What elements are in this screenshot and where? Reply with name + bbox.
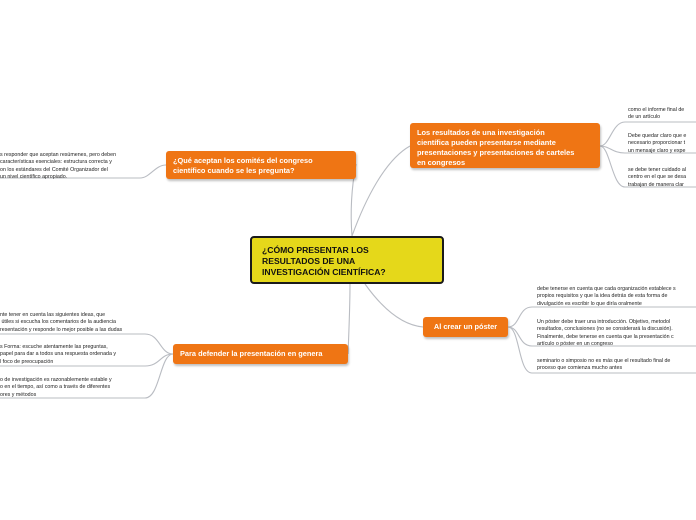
central-topic-label: ¿CÓMO PRESENTAR LOS RESULTADOS DE UNA INVESTIGACIÓN CIENTÍFICA? xyxy=(262,245,386,277)
note-defender-2[interactable]: s Forma: escuche atentamente las preguntas, papel para dar a todos una respuesta ordenada y l foco de preocupación xyxy=(0,344,117,365)
topic-resultados[interactable] xyxy=(410,123,600,168)
topic-poster[interactable] xyxy=(423,317,508,337)
connector-central-poster xyxy=(365,284,423,327)
note-resultados-1[interactable]: como el informe final de de un artículo xyxy=(628,107,685,121)
topic-poster-label: Al crear un póster xyxy=(433,322,498,331)
note-poster-3[interactable]: seminario o simposio no es más que el resultado final de proceso que comienza mucho antes xyxy=(537,358,671,372)
note-resultados-3[interactable]: se debe tener cuidado al centro en el que se desa trabajan de manera clar xyxy=(628,167,687,188)
topic-defender[interactable] xyxy=(173,344,348,364)
note-defender-1[interactable]: nte tener en cuenta las siguientes ideas, que útiles si escucha los comentarios de la audiencia resentación y responde lo mejor posible a las dudas xyxy=(0,312,123,333)
note-resultados-2[interactable]: Debe quedar claro que e necesario proporcionar t un mensaje claro y expe xyxy=(628,133,687,154)
topic-comites-label: ¿Qué aceptan los comités del congreso científico cuando se les pregunta? xyxy=(173,156,313,175)
note-poster-1[interactable]: debe tenerse en cuenta que cada organización establece s propios requisitos y que la idea detrás de esta forma de divulgación es escribir lo que diría oralmente xyxy=(537,286,676,307)
topic-defender-label: Para defender la presentación en genera xyxy=(180,349,323,358)
note-comites-1[interactable]: s responder que aceptan resúmenes, pero deben características esenciales: estructura correcta y on los estándares del Comité Organizador del un nivel científico apropiado. xyxy=(0,152,117,181)
central-topic[interactable] xyxy=(250,236,444,284)
connector-central-resultados xyxy=(352,146,410,236)
note-defender-3[interactable]: o de investigación es razonablemente estable y o en el tiempo, así como a través de diferentes ores y métodos xyxy=(0,377,112,398)
note-poster-2[interactable]: Un póster debe traer una introducción. Objetivo, metodol resultados, conclusiones (no se considerará la discusión). Finalmente, debe tenerse en cuenta que la presentación c artículo o póster en un congreso xyxy=(537,319,674,348)
topic-resultados-label: Los resultados de una investigación científica pueden presentarse mediante presentaciones y presentaciones de carteles en congresos xyxy=(417,128,575,167)
topic-comites[interactable] xyxy=(166,151,356,179)
connector-central-defender xyxy=(348,284,350,354)
